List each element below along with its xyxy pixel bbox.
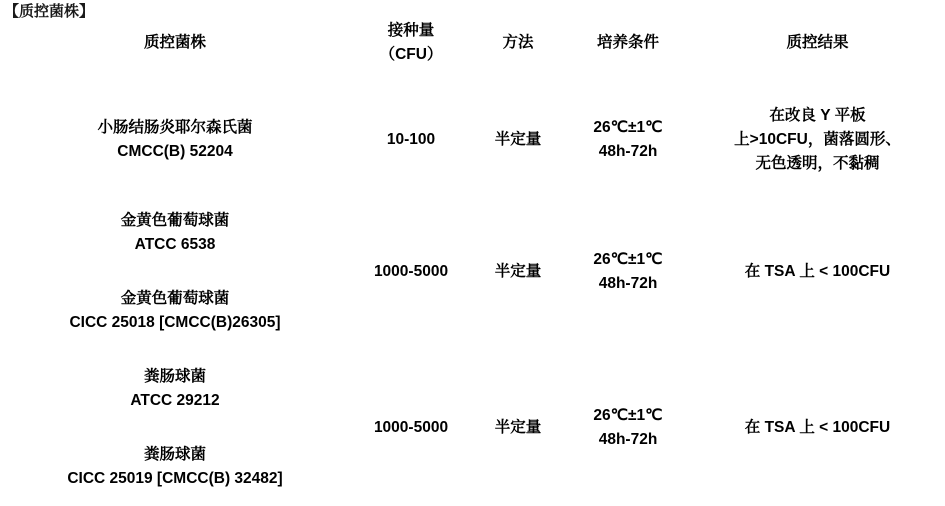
result-line: 在改良 Y 平板 xyxy=(769,106,866,124)
condition-line2: 48h-72h xyxy=(598,275,658,292)
condition-line1: 26℃±1℃ xyxy=(593,406,663,424)
header-dose xyxy=(346,0,476,86)
method-cell: 半定量 xyxy=(494,418,542,436)
dose-cell: 1000-5000 xyxy=(373,262,449,280)
dose-cell: 10-100 xyxy=(386,130,436,148)
table-header-row xyxy=(4,0,939,86)
strain-code: ATCC 6538 xyxy=(134,236,216,253)
strain-name: 粪肠球菌 xyxy=(143,445,206,463)
header-result: 质控结果 xyxy=(786,33,849,51)
header-dose-line2: （CFU） xyxy=(379,46,443,63)
method-cell: 半定量 xyxy=(494,262,542,280)
condition-cell xyxy=(560,350,696,506)
condition-line1: 26℃±1℃ xyxy=(593,118,663,136)
table-row xyxy=(4,86,939,194)
header-strain: 质控菌株 xyxy=(143,33,206,51)
header-method: 方法 xyxy=(502,33,534,51)
table-row xyxy=(4,350,939,428)
result-cell xyxy=(696,86,939,194)
condition-line2: 48h-72h xyxy=(598,431,658,448)
header-condition: 培养条件 xyxy=(596,33,659,51)
dose-cell: 1000-5000 xyxy=(373,418,449,436)
strain-name: 金黄色葡萄球菌 xyxy=(120,211,230,229)
strain-cell xyxy=(4,86,346,194)
result-line: 无色透明，不黏稠 xyxy=(755,155,880,172)
strain-cell xyxy=(4,350,346,428)
result-line: 在 TSA 上 < 100CFU xyxy=(744,418,891,436)
strain-cell xyxy=(4,428,346,506)
result-cell xyxy=(696,350,939,506)
condition-line2: 48h-72h xyxy=(598,143,658,160)
strain-name: 小肠结肠炎耶尔森氏菌 xyxy=(97,118,253,136)
strain-cell xyxy=(4,194,346,272)
strain-name: 粪肠球菌 xyxy=(143,367,206,385)
condition-cell xyxy=(560,86,696,194)
strain-code: ATCC 29212 xyxy=(130,392,220,409)
strain-code: CMCC(B) 52204 xyxy=(117,143,233,160)
qc-strain-table xyxy=(4,0,939,506)
result-line: 在 TSA 上 < 100CFU xyxy=(744,262,891,280)
result-line: 上>10CFU，菌落圆形、 xyxy=(734,130,901,148)
header-dose-line1: 接种量 xyxy=(387,21,435,39)
table-row xyxy=(4,194,939,272)
result-cell xyxy=(696,194,939,350)
condition-cell xyxy=(560,194,696,350)
strain-cell xyxy=(4,272,346,350)
clipped-heading: 【质控菌株】 xyxy=(4,3,95,20)
strain-name: 金黄色葡萄球菌 xyxy=(120,289,230,307)
method-cell: 半定量 xyxy=(494,130,542,148)
condition-line1: 26℃±1℃ xyxy=(593,250,663,268)
strain-code: CICC 25018 [CMCC(B)26305] xyxy=(69,314,281,331)
strain-code: CICC 25019 [CMCC(B) 32482] xyxy=(67,470,283,487)
